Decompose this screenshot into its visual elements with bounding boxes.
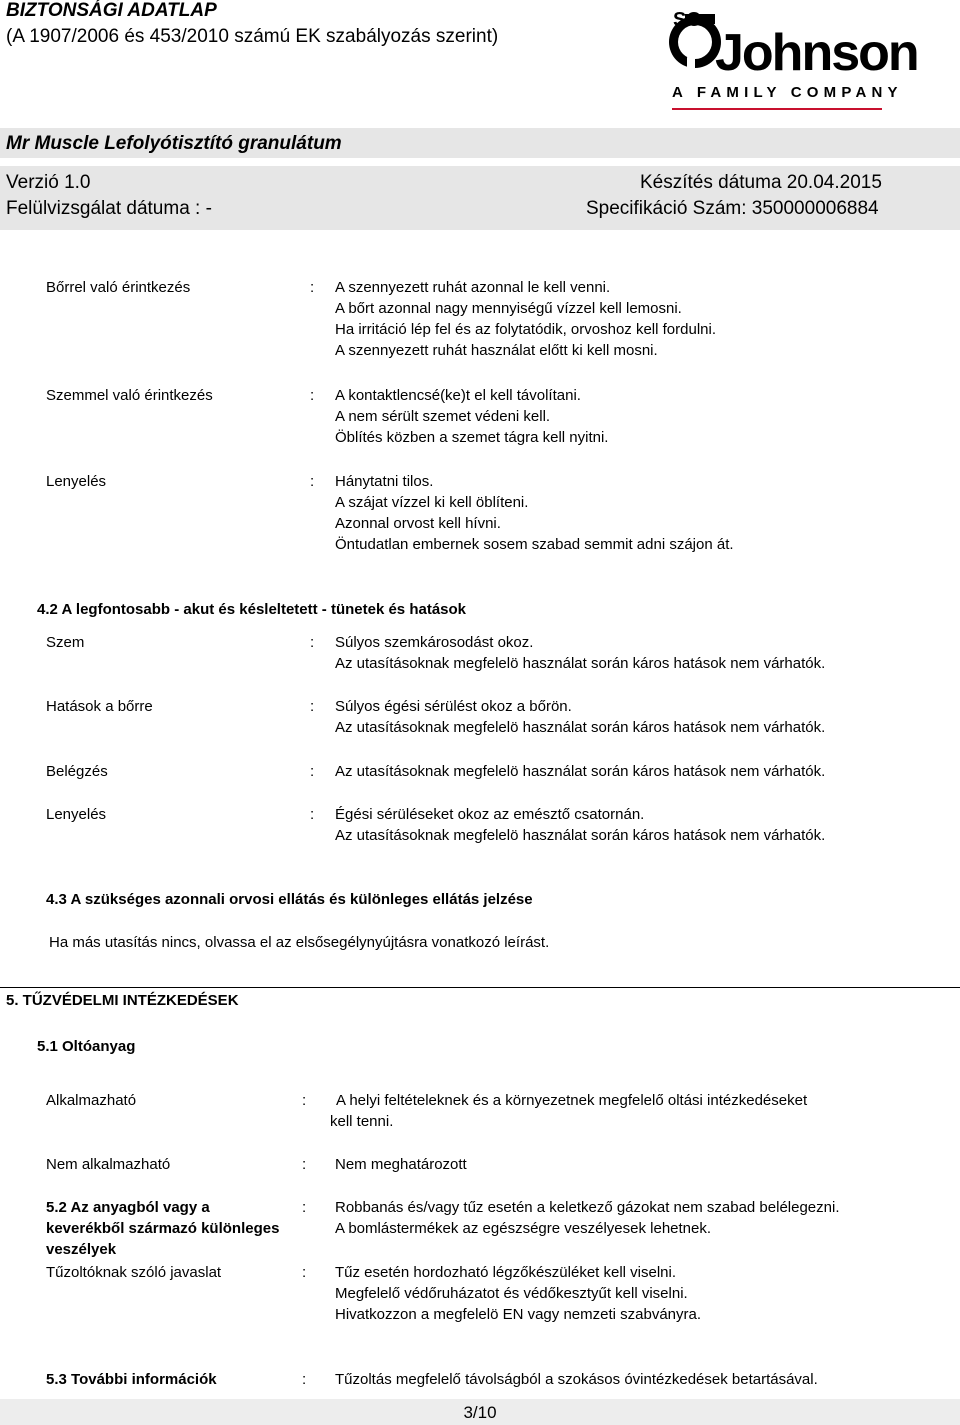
section-4-2-title: 4.2 A legfontosabb - akut és késleltetett - tünetek és hatások [37,601,467,618]
logo-tagline: A FAMILY COMPANY [672,84,903,101]
document-subtitle: (A 1907/2006 és 453/2010 számú EK szabályozás szerint) [6,26,499,47]
separator: : [310,279,315,296]
separator: : [302,1156,307,1173]
ingestion-symptoms-text: Égési sérüléseket okoz az emésztő csatornán. Az utasításoknak megfelelö használat során káros hatások nem várhatók. [335,806,826,844]
further-info-label: 5.3 További információk [46,1371,217,1388]
skin-effects-label: Hatások a bőrre [46,698,153,715]
section-5-1-title: 5.1 Oltóanyag [37,1038,136,1055]
section-5-title: 5. TŰZVÉDELMI INTÉZKEDÉSEK [6,992,239,1009]
section-4-3-text: Ha más utasítás nincs, olvassa el az elsősegélynyújtásra vonatkozó leírást. [49,934,550,951]
ingestion-label: Lenyelés [46,473,107,490]
eye-symptoms-label: Szem [46,634,85,651]
ingestion-symptoms-label: Lenyelés [46,806,107,823]
skin-contact-measures: A szennyezett ruhát azonnal le kell venni. A bőrt azonnal nagy mennyiségű vízzel kell lemosni. Ha irritáció lép fel és az folytatódik, orvoshoz kell fordulni. A szennyezett ruhát használat előtt ki kell mosni. [335,279,717,359]
svg-text:Johnson: Johnson [715,24,918,82]
further-info-text: Tűzoltás megfelelő távolságból a szokásos óvintézkedések betartásával. [335,1371,818,1388]
product-band [0,128,960,158]
unsuitable-media-text: Nem meghatározott [335,1156,467,1173]
ingestion-measures: Hánytatni tilos. A szájat vízzel ki kell öblíteni. Azonnal orvost kell hívni. Öntudatlan embernek sosem szabad semmit adni szájon át. [335,473,734,553]
suitable-media-label: Alkalmazható [46,1092,137,1109]
revision-date: Felülvizsgálat dátuma : - [6,198,212,219]
eye-contact-label: Szemmel való érintkezés [46,387,213,404]
inhalation-text: Az utasításoknak megfelelö használat során káros hatások nem várhatók. [335,763,826,780]
section-divider [0,987,960,988]
separator: : [302,1092,307,1109]
svg-text:SC: SC [673,9,701,31]
inhalation-label: Belégzés [46,763,108,780]
skin-contact-label: Bőrrel való érintkezés [46,279,191,296]
eye-symptoms-text: Súlyos szemkárosodást okoz. Az utasításoknak megfelelö használat során káros hatások nem várhatók. [335,634,826,672]
unsuitable-media-label: Nem alkalmazható [46,1156,171,1173]
special-hazards-label: 5.2 Az anyagból vagy a keverékből származó különleges veszélyek [46,1199,280,1258]
separator: : [302,1371,307,1388]
version: Verzió 1.0 [6,172,91,193]
firefighters-advice-label: Tűzoltóknak szóló javaslat [46,1264,222,1281]
skin-effects-text: Súlyos égési sérülést okoz a bőrön. Az utasításoknak megfelelö használat során káros hatások nem várhatók. [335,698,826,736]
separator: : [310,473,315,490]
separator: : [302,1199,307,1216]
page-number: 3/10 [463,1403,497,1422]
product-name: Mr Muscle Lefolyótisztító granulátum [6,133,342,154]
separator: : [310,387,315,404]
separator: : [310,763,315,780]
separator: : [310,806,315,823]
separator: : [302,1264,307,1281]
separator: : [310,698,315,715]
document-title: BIZTONSÁGI ADATLAP [6,0,217,21]
logo-underline [672,108,882,110]
special-hazards-text: Robbanás és/vagy tűz esetén a keletkező gázokat nem szabad belélegezni. A bomlástermékek az egészségre veszélyesek lehetnek. [335,1199,840,1237]
eye-contact-measures: A kontaktlencsé(ke)t el kell távolítani. A nem sérült szemet védeni kell. Öblítés közben a szemet tágra kell nyitni. [335,387,609,446]
suitable-media-text: A helyi feltételeknek és a környezetnek megfelelő oltási intézkedéseket kell tenni. [330,1092,808,1130]
firefighters-advice-text: Tűz esetén hordozható légzőkészüléket kell viselni. Megfelelő védőruházatot és védőkesztyűt kell viselni. Hivatkozzon a megfelelö EN vagy nemzeti szabványra. [335,1264,702,1323]
spec-number: Specifikáció Szám: 350000006884 [586,198,879,219]
version-band [0,166,960,230]
separator: : [310,634,315,651]
section-4-3-title: 4.3 A szükséges azonnali orvosi ellátás és különleges ellátás jelzése [46,891,533,908]
creation-date: Készítés dátuma 20.04.2015 [640,172,882,193]
